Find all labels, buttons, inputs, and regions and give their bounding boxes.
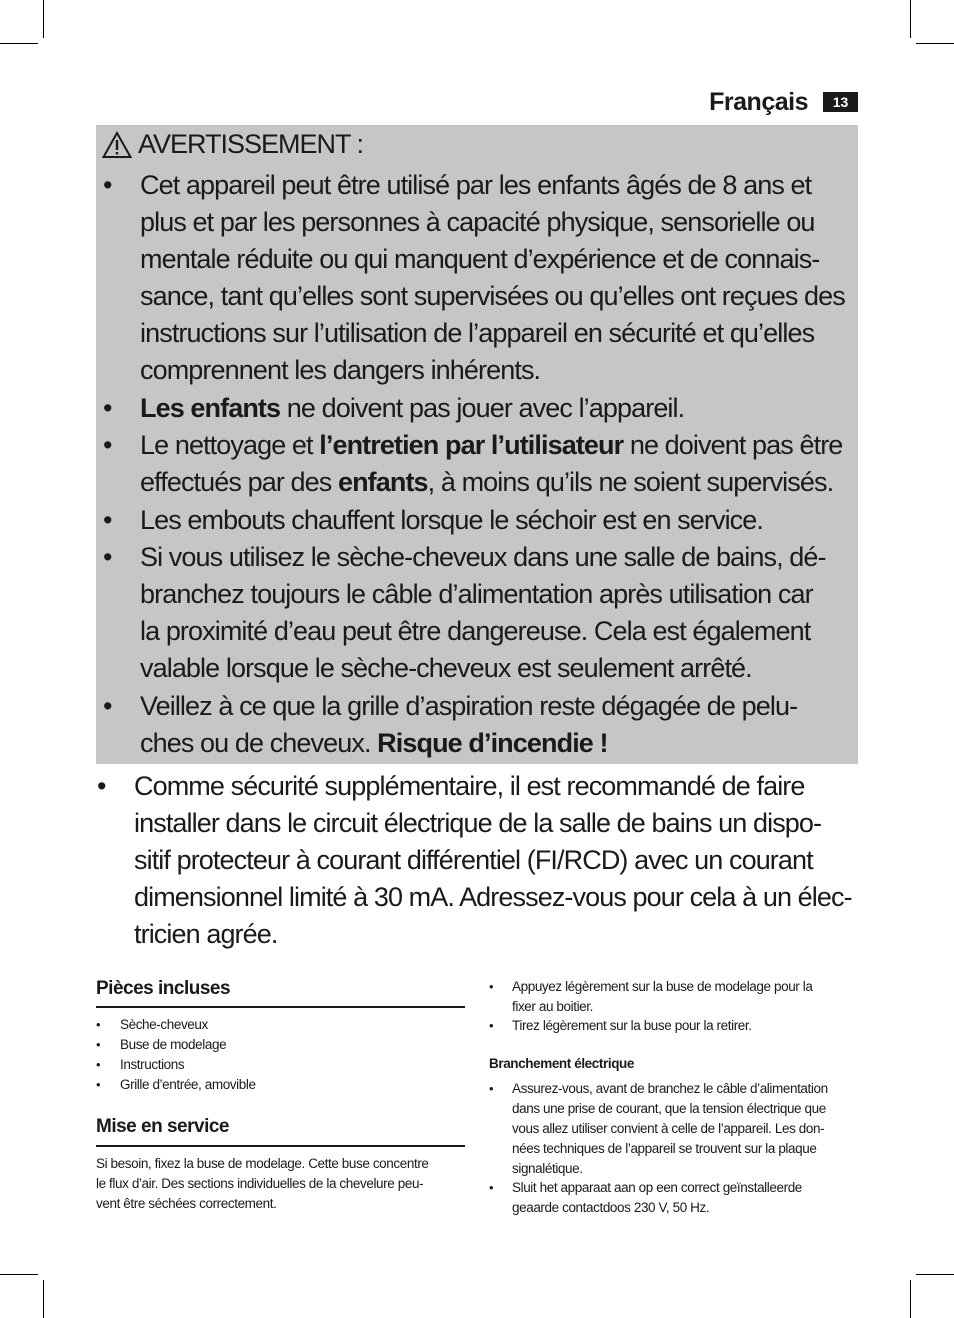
bullet: • (96, 1057, 101, 1072)
warning-item-5 (140, 539, 826, 687)
text-line: Tirez légèrement sur la buse pour la retirer. (512, 1018, 752, 1033)
text-span: effectués par des (140, 467, 338, 497)
text-line: Veillez à ce que la grille d’aspiration reste dégagée de pelu- (140, 691, 798, 721)
warning-item-4 (140, 502, 763, 539)
text-line: tricien agrée. (134, 919, 278, 949)
list-item (512, 977, 812, 1017)
bullet: • (103, 430, 113, 460)
bullet: • (96, 1017, 101, 1032)
warning-triangle-icon (102, 131, 132, 159)
bold-text: enfants (337, 467, 428, 497)
text-span: ches ou de cheveux. (140, 728, 378, 758)
list-item: Grille d’entrée, amovible (120, 1077, 256, 1092)
text-line: branchez toujours le câble d’alimentation après utilisation car (140, 579, 813, 609)
text-line: installer dans le circuit électrique de la salle de bains un dispo- (134, 808, 822, 838)
bullet: • (97, 771, 107, 801)
text-line: Sluit het apparaat aan op een correct geïnstalleerde (512, 1180, 802, 1195)
text-line: Assurez-vous, avant de branchez le câble d’alimentation (512, 1081, 828, 1096)
mise-paragraph (96, 1154, 429, 1214)
bullet: • (489, 1180, 494, 1195)
text-line: geaarde contactdoos 230 V, 50 Hz. (512, 1200, 710, 1215)
crop-mark (43, 1280, 44, 1318)
text-line: instructions sur l’utilisation de l’appareil en sécurité et qu’elles (140, 318, 815, 348)
list-item (512, 1016, 752, 1036)
crop-mark (0, 43, 38, 44)
text-line: Appuyez légèrement sur la buse de modelage pour la (512, 979, 813, 994)
branchement-title: Branchement électrique (489, 1056, 634, 1071)
warning-title-text: AVERTISSEMENT : (138, 129, 364, 159)
text-line: dimensionnel limité à 30 mA. Adressez-vous pour cela à un élec- (134, 882, 852, 912)
warning-item-3 (140, 427, 842, 501)
section-title-mise: Mise en service (96, 1116, 229, 1137)
bullet: • (96, 1037, 101, 1052)
list-item: Instructions (120, 1057, 185, 1072)
text-line: mentale réduite ou qui manquent d’expérience et de connais- (140, 244, 820, 274)
bullet: • (489, 1081, 494, 1096)
text-line (140, 725, 797, 762)
text-line (140, 464, 842, 501)
text-line: fixer au boitier. (512, 999, 593, 1014)
text-line: sance, tant qu’elles sont supervisées ou qu’elles ont reçues des (140, 281, 845, 311)
bold-text: Les enfants (140, 393, 281, 423)
crop-mark (43, 0, 44, 38)
page-number: 13 (823, 92, 858, 112)
text-span: ne doivent pas jouer avec l’appareil. (280, 393, 685, 423)
bullet: • (489, 1018, 494, 1033)
crop-mark (916, 43, 954, 44)
text-line: sitif protecteur à courant différentiel (FI/RCD) avec un courant (134, 845, 813, 875)
section-rule (96, 1145, 465, 1147)
text-line: dans une prise de courant, que la tension électrique que (512, 1101, 826, 1116)
list-item: Buse de modelage (120, 1037, 227, 1052)
crop-mark (910, 1280, 911, 1318)
bullet: • (103, 691, 113, 721)
text-span: ne doivent pas être (623, 430, 843, 460)
language-label: Français (709, 88, 808, 116)
bullet: • (103, 505, 113, 535)
text-line: Les embouts chauffent lorsque le séchoir est en service. (140, 505, 763, 535)
section-title-pieces: Pièces incluses (96, 978, 231, 999)
text-span: Le nettoyage et (140, 430, 320, 460)
bullet: • (103, 170, 113, 200)
crop-mark (910, 0, 911, 38)
text-line (140, 427, 842, 464)
bold-text: Risque d’incendie ! (377, 728, 608, 758)
warning-title (102, 129, 363, 160)
text-line: Si besoin, fixez la buse de modelage. Cette buse concentre (96, 1156, 429, 1171)
text-line: valable lorsque le sèche-cheveux est seulement arrêté. (140, 653, 752, 683)
text-span: , à moins qu’ils ne soient supervisés. (427, 467, 834, 497)
list-item (512, 1178, 802, 1218)
list-item (512, 1079, 828, 1179)
text-line: signalétique. (512, 1161, 583, 1176)
text-line: comprennent les dangers inhérents. (140, 355, 541, 385)
crop-mark (916, 1274, 954, 1275)
warning-item-6 (140, 688, 797, 762)
text-line: le flux d’air. Des sections individuelles de la chevelure peu- (96, 1176, 424, 1191)
bullet: • (103, 393, 113, 423)
warning-item-1 (140, 167, 845, 389)
bold-text: l’entretien par l’utilisateur (319, 430, 624, 460)
text-line: Si vous utilisez le sèche-cheveux dans une salle de bains, dé- (140, 542, 826, 572)
text-line: vent être séchées correctement. (96, 1196, 277, 1211)
bullet: • (103, 542, 113, 572)
bullet: • (489, 979, 494, 994)
text-line: Cet appareil peut être utilisé par les enfants âgés de 8 ans et (140, 170, 812, 200)
warning-item-2 (140, 390, 684, 427)
text-line: vous allez utiliser convient à celle de l’appareil. Les don- (512, 1121, 825, 1136)
section-rule (96, 1006, 465, 1008)
text-line: plus et par les personnes à capacité physique, sensorielle ou (140, 207, 815, 237)
text-line: Comme sécurité supplémentaire, il est recommandé de faire (134, 771, 805, 801)
extra-safety-item (134, 768, 852, 953)
bullet: • (96, 1077, 101, 1092)
text-line: nées techniques de l’appareil se trouvent sur la plaque (512, 1141, 817, 1156)
crop-mark (0, 1274, 38, 1275)
list-item: Sèche-cheveux (120, 1017, 208, 1032)
text-line: la proximité d’eau peut être dangereuse. Cela est également (140, 616, 811, 646)
